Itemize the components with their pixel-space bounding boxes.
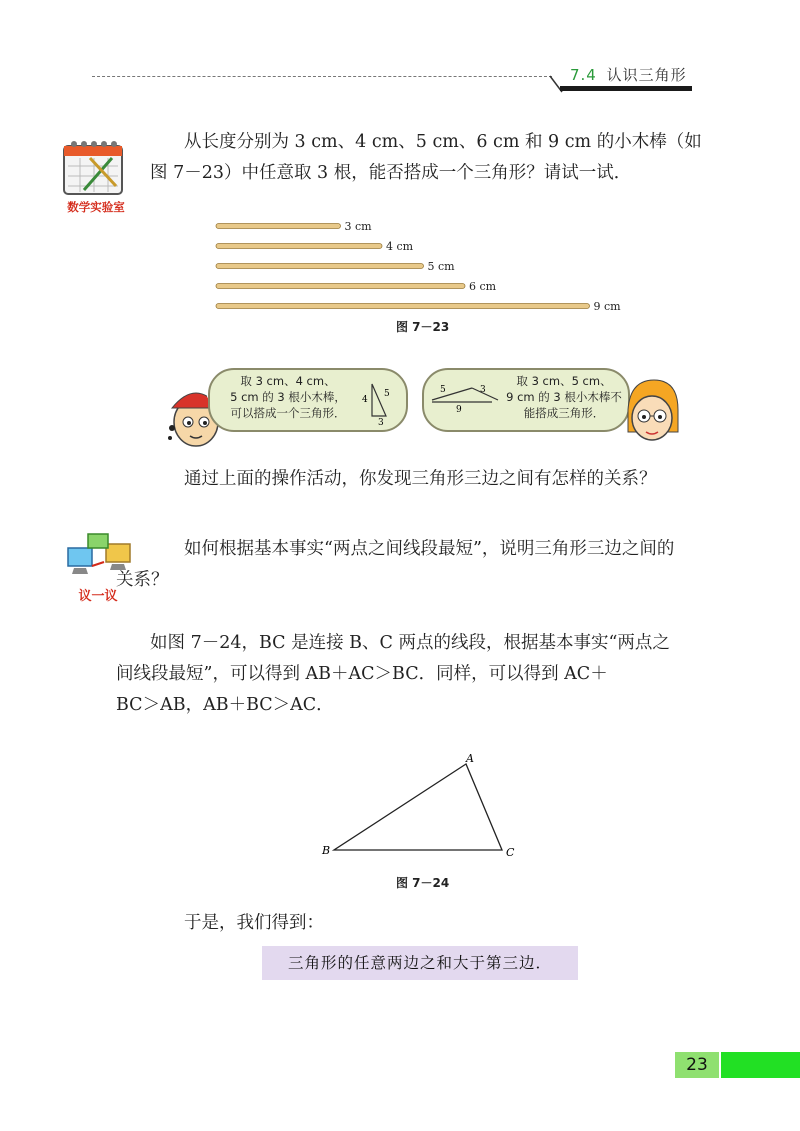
conclusion-box: 三角形的任意两边之和大于第三边． [262, 946, 578, 980]
lab-line-1: 从长度分别为 3 cm、4 cm、5 cm、6 cm 和 9 cm 的小木棒（如 [184, 132, 702, 152]
seg-label: 5 [440, 385, 446, 395]
tri-side-label: 5 [384, 389, 390, 399]
bubble-right-line: 能搭成三角形． [523, 406, 605, 420]
bubble-left-line: 可以搭成一个三角形． [230, 406, 346, 420]
lab-paragraph [150, 127, 710, 189]
bubble-right-line: 9 cm 的 3 根小木棒不 [506, 390, 622, 404]
explain-line-1: 如图 7－24，BC 是连接 B、C 两点的线段，根据基本事实“两点之 [150, 633, 670, 653]
lab-label: 数学实验室 [67, 200, 125, 214]
bubble-right-text [500, 373, 628, 421]
bubble-left-line: 取 3 cm、4 cm、 [240, 374, 336, 388]
header-bar [560, 86, 692, 91]
triangle-figure [316, 752, 526, 864]
bubble-left-line: 5 cm 的 3 根小木棒， [230, 390, 346, 404]
discuss-line-2: 关系？ [116, 570, 169, 590]
vertex-b-label: B [322, 844, 331, 857]
stick-label: 4 cm [386, 240, 414, 253]
section-title: 认识三角形 [606, 66, 687, 84]
explain-line-2: 间线段最短”，可以得到 AB＋AC＞BC．同样，可以得到 AC＋ [116, 664, 608, 684]
lab-line-2: 图 7－23）中任意取 3 根，能否搭成一个三角形？请试一试． [150, 163, 632, 183]
seg-label: 3 [480, 385, 486, 395]
figure-7-24-caption: 图 7－24 [396, 876, 450, 890]
stick-bar [216, 284, 465, 289]
header-dashed-line [92, 76, 552, 77]
question-paragraph [150, 464, 710, 495]
stick-bar [216, 304, 590, 309]
explain-line-3: BC＞AB，AB＋BC＞AC． [116, 695, 334, 715]
stick-label: 9 cm [593, 300, 621, 313]
bubble-right-line: 取 3 cm、5 cm、 [516, 374, 612, 388]
vertex-c-label: C [506, 846, 515, 859]
seg-label: 9 [456, 405, 462, 415]
girl-character-icon [620, 376, 684, 448]
tri-side-label: 4 [362, 395, 368, 405]
discuss-paragraph [116, 534, 710, 596]
explain-paragraph [116, 628, 710, 721]
right-triangle-sketch [356, 378, 402, 426]
therefore-text: 于是，我们得到： [184, 913, 324, 933]
bubble-left-text [218, 373, 358, 421]
section-number: 7.4 [570, 66, 597, 84]
figure-7-23-caption: 图 7－23 [396, 320, 450, 334]
stick-bar [216, 224, 341, 229]
therefore-paragraph [150, 908, 550, 939]
stick-label: 3 cm [344, 220, 372, 233]
vertex-a-label: A [466, 752, 474, 765]
tri-side-label: 3 [378, 418, 384, 426]
discuss-line-1: 如何根据基本事实“两点之间线段最短”，说明三角形三边之间的 [184, 539, 675, 559]
question-text: 通过上面的操作活动，你发现三角形三边之间有怎样的关系？ [184, 469, 657, 489]
header-title [570, 64, 687, 85]
page-number-bar [721, 1052, 800, 1078]
stick-bar [216, 264, 424, 269]
page-number: 23 [675, 1052, 719, 1078]
sticks-figure [200, 214, 640, 314]
stick-label: 6 cm [469, 280, 497, 293]
stick-bar [216, 244, 382, 249]
stick-label: 5 cm [427, 260, 455, 273]
discuss-label: 议一议 [78, 589, 118, 604]
segments-sketch [428, 380, 502, 416]
calendar-icon [60, 136, 130, 198]
